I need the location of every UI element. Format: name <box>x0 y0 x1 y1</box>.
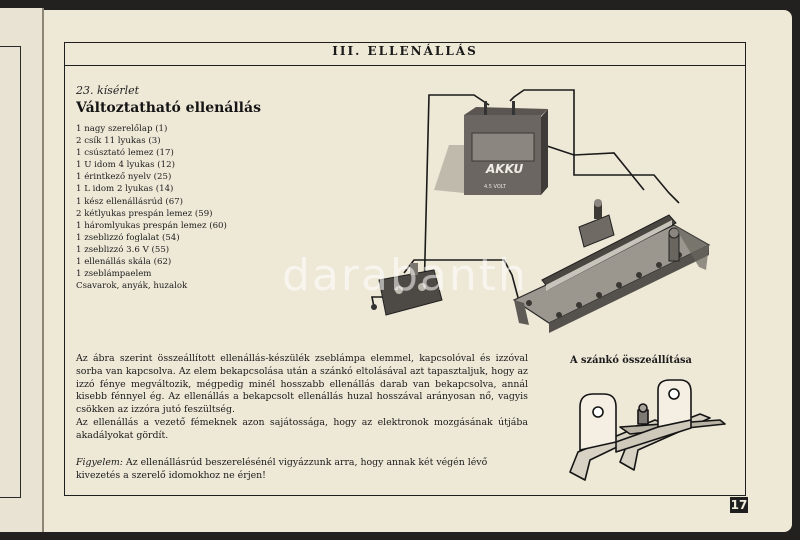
battery-illustration <box>434 101 548 195</box>
left-page-edge <box>0 8 44 532</box>
warning-label: Figyelem: <box>76 457 123 468</box>
parts-list-item: 2 csík 11 lyukas (3) <box>76 136 161 147</box>
battery-label: AKKU <box>486 162 524 176</box>
parts-list-item: 1 kész ellenállásrúd (67) <box>76 196 184 207</box>
sled-caption: A szánkó összeállítása <box>570 355 692 366</box>
rheostat-illustration <box>514 199 709 333</box>
parts-list-item: 1 nagy szerelőlap (1) <box>76 124 168 134</box>
parts-list-item: 1 zseblizzó foglalat (54) <box>76 232 180 243</box>
description-text <box>76 353 528 443</box>
parts-list-item: Csavarok, anyák, huzalok <box>76 281 188 292</box>
description-paragraph-1: Az ábra szerint összeállított ellenállás-készülék zseblámpa elemmel, kapcsolóval és izzóval sorba van kapcsolva. Az elem bekapcsolása után a szánkó eltolásával azt tapasztaljuk, hogy az izzó fénye megváltozik, mégpedig minél hosszabb ellenállás darab van bekapcsolva, annál kisebb fénnyel ég. Az ellenállás a bekapcsolt ellenállás huzal hosszával arányosan nő, vagyis csökken az izzóra jutó feszültség. <box>76 353 528 416</box>
parts-list-item: 1 csúsztató lemez (17) <box>76 148 174 159</box>
parts-list-item: 1 zseblámpaelem <box>76 269 152 280</box>
parts-list-item: 1 háromlyukas prespán lemez (60) <box>76 220 227 231</box>
left-page-frame <box>0 46 21 498</box>
experiment-title: Változtatható ellenállás <box>76 100 261 116</box>
experiment-number: 23. kísérlet <box>76 84 140 97</box>
sled-assembly-illustration <box>560 372 730 487</box>
battery-small-text: 4.5 VOLT <box>484 184 506 190</box>
parts-list-item: 1 ellenállás skála (62) <box>76 257 172 268</box>
header-rule <box>64 65 746 66</box>
parts-list-item: 1 U idom 4 lyukas (12) <box>76 160 175 171</box>
parts-list <box>76 123 227 292</box>
chapter-header: III. ELLENÁLLÁS <box>332 44 478 58</box>
book-page <box>44 10 792 532</box>
parts-list-item: 1 L idom 2 lyukas (14) <box>76 184 174 195</box>
parts-list-item: 2 kétlyukas prespán lemez (59) <box>76 208 213 219</box>
warning-text: Az ellenállásrúd beszerelésénél vigyázzunk arra, hogy annak két végén lévő kivezetés a szerelő idomokhoz ne érjen! <box>76 457 488 481</box>
warning-note <box>76 457 528 483</box>
parts-list-item: 1 érintkező nyelv (25) <box>76 172 172 183</box>
watermark-text: darabanth <box>282 250 528 301</box>
parts-list-item: 1 zseblizzó 3.6 V (55) <box>76 244 170 255</box>
description-paragraph-2: Az ellenállás a vezető fémeknek azon sajátossága, hogy az elektronok mozgásának útjába akadályokat gördít. <box>76 416 528 441</box>
page-number: 17 <box>730 498 748 512</box>
